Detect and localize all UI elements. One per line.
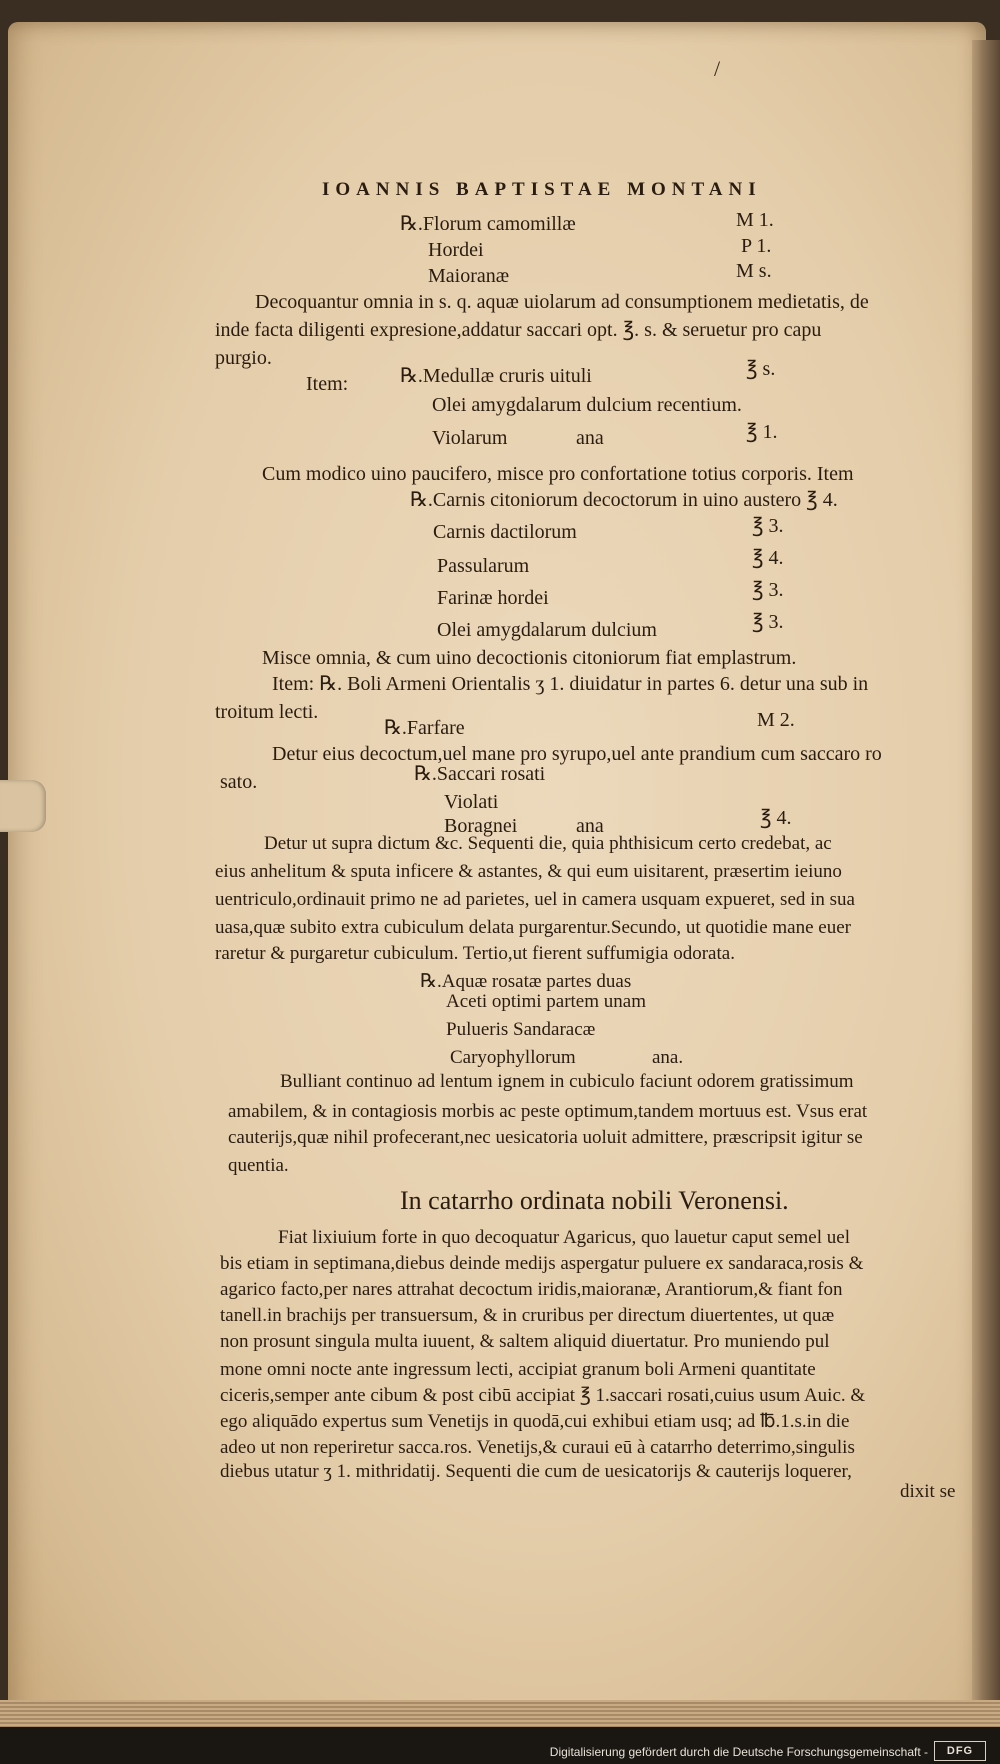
text-line: M 2. <box>757 709 795 731</box>
footer-credit: Digitalisierung gefördert durch die Deutsche Forschungsgemeinschaft - <box>549 1745 928 1759</box>
text-line: quentia. <box>228 1155 289 1176</box>
text-line: Item: ℞. Boli Armeni Orientalis ʒ 1. diuidatur in partes 6. detur una sub in <box>272 673 869 695</box>
text-line: ℞.Farfare <box>384 717 465 739</box>
text-line: ego aliquādo expertus sum Venetijs in quodā,cui exhibui etiam usq; ad ℔.1.s.in die <box>220 1411 850 1432</box>
text-line: troitum lecti. <box>215 701 319 723</box>
text-line: ℞.Carnis citoniorum decoctorum in uino austero ℥ 4. <box>410 489 838 511</box>
text-line: agarico facto,per nares attrahat decoctum iridis,maioranæ, Arantiorum,& fiant fon <box>220 1279 843 1300</box>
text-line: Passularum <box>437 555 530 577</box>
text-line: amabilem, & in contagiosis morbis ac peste optimum,tandem mortuus est. Vsus erat <box>228 1101 868 1122</box>
text-line: purgio. <box>215 347 272 369</box>
text-line: ℥ 1. <box>746 421 778 443</box>
text-line: Decoquantur omnia in s. q. aquæ uiolarum ad consumptionem medietatis, de <box>255 291 869 313</box>
text-line: Caryophyllorum <box>450 1047 576 1068</box>
text-line: Misce omnia, & cum uino decoctionis citoniorum fiat emplastrum. <box>262 647 797 669</box>
text-line: dixit se <box>900 1481 956 1502</box>
text-line: ℞.Florum camomillæ <box>400 213 576 235</box>
text-line: Violarum <box>432 427 508 449</box>
text-line: ℞.Aquæ rosatæ partes duas <box>420 971 632 992</box>
text-line: ℥ 3. <box>752 579 784 601</box>
text-line: raretur & purgaretur cubiculum. Tertio,ut fierent suffumigia odorata. <box>215 943 735 964</box>
book-edge <box>972 40 1000 1730</box>
text-line: uasa,quæ subito extra cubiculum delata purgarentur.Secundo, ut quotidie mane euer <box>215 917 851 938</box>
text-line: Olei amygdalarum dulcium <box>437 619 657 641</box>
text-line: bis etiam in septimana,diebus deinde medijs aspergatur puluere ex sandaraca,rosis & <box>220 1253 864 1274</box>
corner-mark: / <box>714 56 721 81</box>
text-line: ℥ s. <box>746 358 776 380</box>
text-line: P 1. <box>741 235 772 257</box>
text-line: sato. <box>220 771 258 793</box>
text-line: uentriculo,ordinauit primo ne ad parietes, uel in camera usquam expueret, sed in sua <box>215 889 855 910</box>
text-line: non prosunt singula multa iuuent, & saltem aliquid diuertatur. Pro muniendo pul <box>220 1331 830 1352</box>
text-line: ciceris,semper ante cibum & post cibū accipiat ℥ 1.saccari rosati,cuius usum Auic. & <box>220 1385 866 1406</box>
text-line: ana <box>576 815 604 837</box>
text-line: Hordei <box>428 239 484 261</box>
text-line: ℥ 3. <box>752 611 784 633</box>
text-line: Olei amygdalarum dulcium recentium. <box>432 394 742 416</box>
text-line: ℥ 4. <box>752 547 784 569</box>
page-stack <box>0 1700 1000 1730</box>
text-line: M s. <box>736 260 772 282</box>
text-line: diebus utatur ʒ 1. mithridatij. Sequenti die cum de uesicatorijs & cauterijs loquerer, <box>220 1461 852 1482</box>
text-line: eius anhelitum & sputa inficere & astantes, & qui eum uisitarent, præsertim ieiuno <box>215 861 842 882</box>
running-header: IOANNIS BAPTISTAE MONTANI <box>322 179 762 200</box>
text-line: Item: <box>306 373 349 395</box>
text-line: Maioranæ <box>428 265 510 287</box>
text-line: Violati <box>444 791 499 813</box>
text-line: Bulliant continuo ad lentum ignem in cubiculo faciunt odorem gratissimum <box>280 1071 854 1092</box>
text-line: Pulueris Sandaracæ <box>446 1019 596 1040</box>
text-line: M 1. <box>736 209 774 231</box>
page-marker-tab <box>0 780 46 832</box>
text-line: tanell.in brachijs per transuersum, & in cruribus per directum diuertentes, ut quæ <box>220 1305 835 1326</box>
text-line: Cum modico uino paucifero, misce pro confortatione totius corporis. Item <box>262 463 854 485</box>
text-line: ana. <box>652 1047 684 1068</box>
text-line: Boragnei <box>444 815 518 837</box>
dfg-logo: DFG <box>934 1741 986 1761</box>
text-line: ℥ 4. <box>760 807 792 829</box>
text-line: Fiat lixiuium forte in quo decoquatur Agaricus, quo lauetur caput semel uel <box>278 1227 850 1248</box>
text-line: Detur eius decoctum,uel mane pro syrupo,uel ante prandium cum saccaro ro <box>272 743 882 765</box>
text-line: Carnis dactilorum <box>433 521 577 543</box>
text-line: ana <box>576 427 604 449</box>
text-line: adeo ut non reperiretur sacca.ros. Venetijs,& curaui eū à catarrho deterrimo,singulis <box>220 1437 855 1458</box>
text-line: ℞.Medullæ cruris uituli <box>400 365 592 387</box>
text-line: inde facta diligenti expresione,addatur saccari opt. ℥. s. & seruetur pro capu <box>215 319 822 341</box>
section-heading: In catarrho ordinata nobili Veronensi. <box>400 1186 789 1215</box>
text-line: ℥ 3. <box>752 515 784 537</box>
text-line: ℞.Saccari rosati <box>414 763 546 785</box>
text-line: Detur ut supra dictum &c. Sequenti die, quia phthisicum certo credebat, ac <box>264 833 832 854</box>
text-line: cauterijs,quæ nihil profecerant,nec uesicatoria uoluit admittere, præscripsit igitur se <box>228 1127 863 1148</box>
footer-bar <box>0 1727 1000 1764</box>
text-line: mone omni nocte ante ingressum lecti, accipiat granum boli Armeni quantitate <box>220 1359 816 1380</box>
text-line: Aceti optimi partem unam <box>446 991 646 1012</box>
text-line: Farinæ hordei <box>437 587 549 609</box>
